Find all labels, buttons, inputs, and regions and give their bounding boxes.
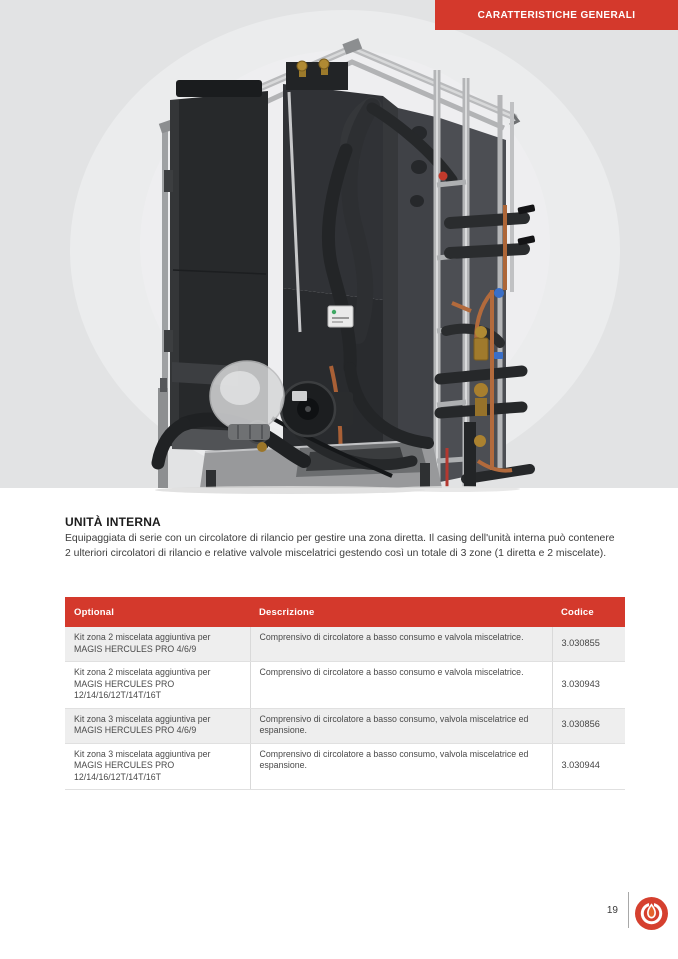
column-header-codice: Codice bbox=[552, 597, 625, 627]
cell-optional: Kit zona 3 miscelata aggiuntiva per MAGIS HERCULES PRO 4/6/9 bbox=[65, 708, 250, 743]
table-row bbox=[65, 627, 625, 662]
cell-descrizione: Comprensivo di circolatore a basso consumo, valvola miscelatrice ed espansione. bbox=[250, 743, 552, 790]
cell-codice: 3.030855 bbox=[552, 627, 625, 662]
cell-optional: Kit zona 3 miscelata aggiuntiva per MAGIS HERCULES PRO 12/14/16/12T/14T/16T bbox=[65, 743, 250, 790]
cell-descrizione: Comprensivo di circolatore a basso consumo, valvola miscelatrice ed espansione. bbox=[250, 708, 552, 743]
cell-optional: Kit zona 2 miscelata aggiuntiva per MAGIS HERCULES PRO 12/14/16/12T/14T/16T bbox=[65, 662, 250, 709]
page-number: 19 bbox=[606, 905, 618, 916]
footer-divider bbox=[628, 892, 629, 928]
header-banner bbox=[435, 0, 678, 30]
immergas-flame-icon bbox=[635, 897, 668, 930]
cell-optional: Kit zona 2 miscelata aggiuntiva per MAGIS HERCULES PRO 4/6/9 bbox=[65, 627, 250, 662]
optional-table bbox=[65, 597, 625, 790]
header-banner-label: CARATTERISTICHE GENERALI bbox=[477, 9, 636, 21]
cell-codice: 3.030944 bbox=[552, 743, 625, 790]
column-header-optional: Optional bbox=[65, 597, 250, 627]
table-row bbox=[65, 708, 625, 743]
column-header-descrizione: Descrizione bbox=[250, 597, 552, 627]
cell-descrizione: Comprensivo di circolatore a basso consumo e valvola miscelatrice. bbox=[250, 627, 552, 662]
section-body: Equipaggiata di serie con un circolatore di rilancio per gestire una zona diretta. Il casing dell'unità interna può contenere 2 ulteriori circolatori di rilancio e relative valvole miscelatrici gestendo così un totale di 3 zone (1 diretta e 2 miscelate). bbox=[65, 533, 615, 559]
table-row bbox=[65, 662, 625, 709]
cell-codice: 3.030943 bbox=[552, 662, 625, 709]
table-row bbox=[65, 743, 625, 790]
table-header-row bbox=[65, 597, 625, 627]
cell-codice: 3.030856 bbox=[552, 708, 625, 743]
section-title: UNITÀ INTERNA bbox=[65, 515, 161, 529]
cell-descrizione: Comprensivo di circolatore a basso consumo e valvola miscelatrice. bbox=[250, 662, 552, 709]
